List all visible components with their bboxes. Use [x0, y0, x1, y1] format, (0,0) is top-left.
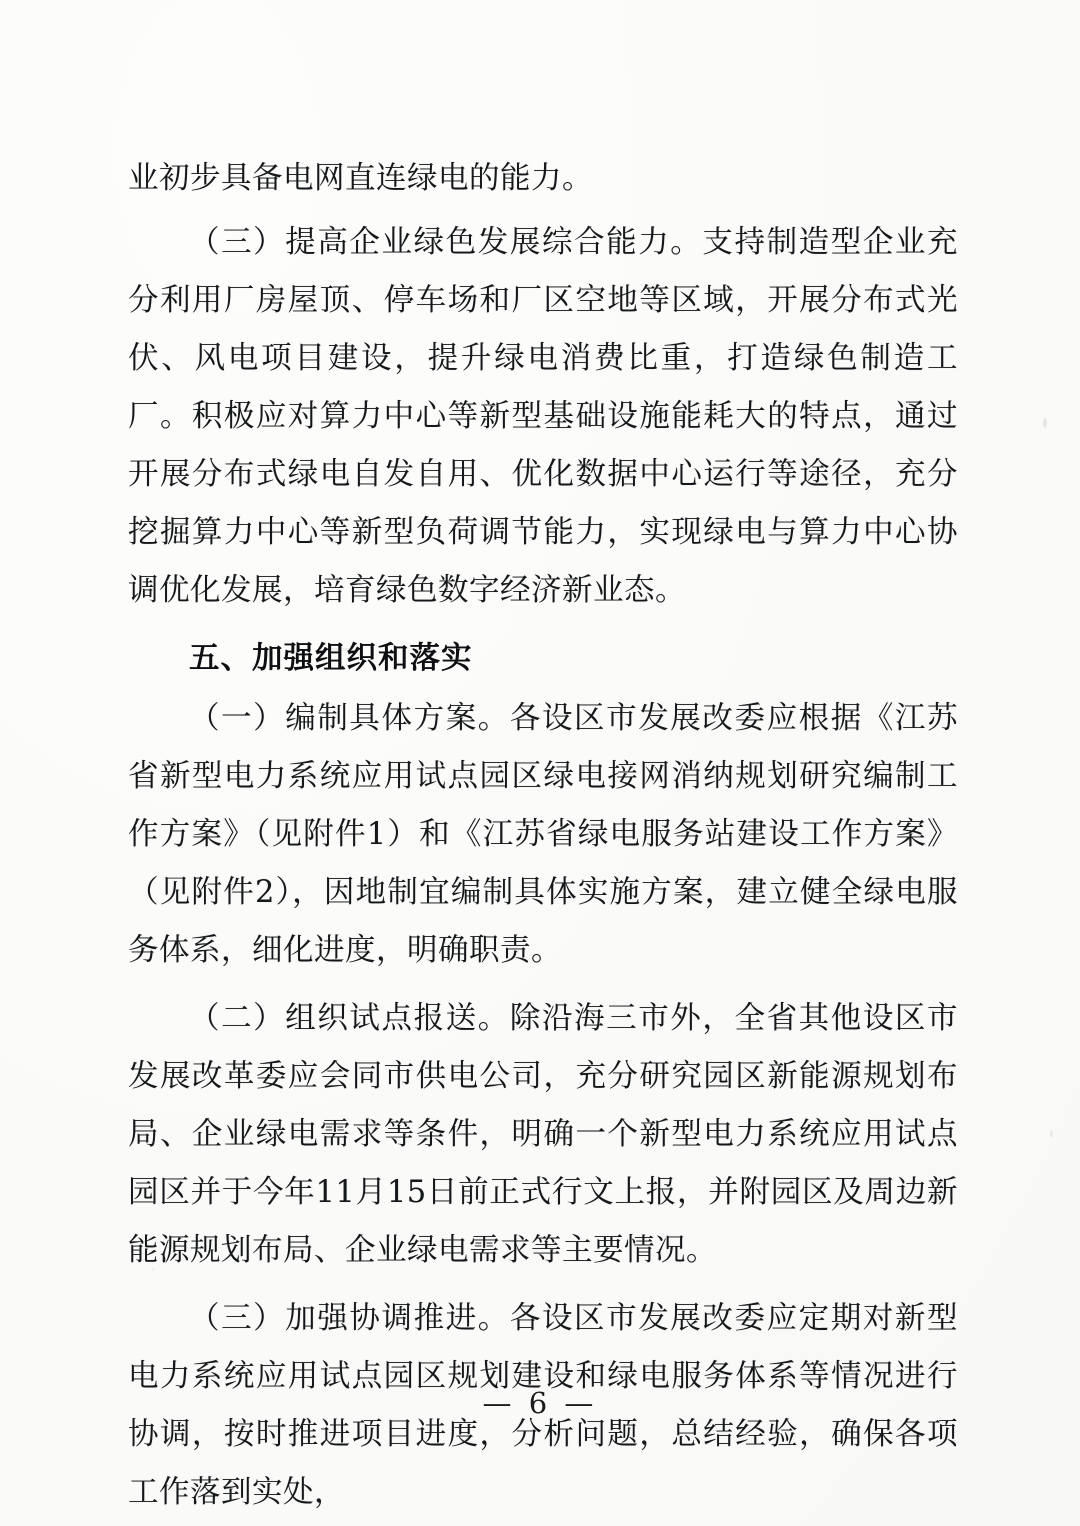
document-body	[128, 150, 958, 1522]
paragraph-section-3: （三）提高企业绿色发展综合能力。支持制造型企业充分利用厂房屋顶、停车场和厂区空地等区域，开展分布式光伏、风电项目建设，提升绿电消费比重，打造绿色制造工厂。积极应对算力中心等新型基础设施能耗大的特点，通过开展分布式绿电自发自用、优化数据中心运行等途径，充分挖掘算力中心等新型负荷调节能力，实现绿电与算力中心协调优化发展，培育绿色数字经济新业态。	[128, 225, 958, 608]
paragraph-item-1: （一）编制具体方案。各设区市发展改委应根据《江苏省新型电力系统应用试点园区绿电接网消纳规划研究编制工作方案》（见附件1）和《江苏省绿电服务站建设工作方案》（见附件2），因地制宜编制具体实施方案，建立健全绿电服务体系，细化进度，明确职责。	[128, 701, 958, 968]
paragraph-item-3: （三）加强协调推进。各设区市发展改委应定期对新型电力系统应用试点园区规划建设和绿电服务体系等情况进行协调，按时推进项目进度，分析问题，总结经验，确保各项工作落到实处，	[128, 1301, 958, 1510]
scan-artifact	[1050, 1130, 1053, 1138]
scan-artifact	[1043, 418, 1047, 428]
section-heading-five: 五、加强组织和落实	[189, 641, 473, 676]
page-number: — 6 —	[482, 1386, 598, 1420]
paragraph-continuation: 业初步具备电网直连绿电的能力。	[128, 161, 593, 196]
paragraph-item-2: （二）组织试点报送。除沿海三市外，全省其他设区市发展改革委应会同市供电公司，充分研究园区新能源规划布局、企业绿电需求等条件，明确一个新型电力系统应用试点园区并于今年11月15日前正式行文上报，并附园区及周边新能源规划布局、企业绿电需求等主要情况。	[128, 1001, 958, 1268]
